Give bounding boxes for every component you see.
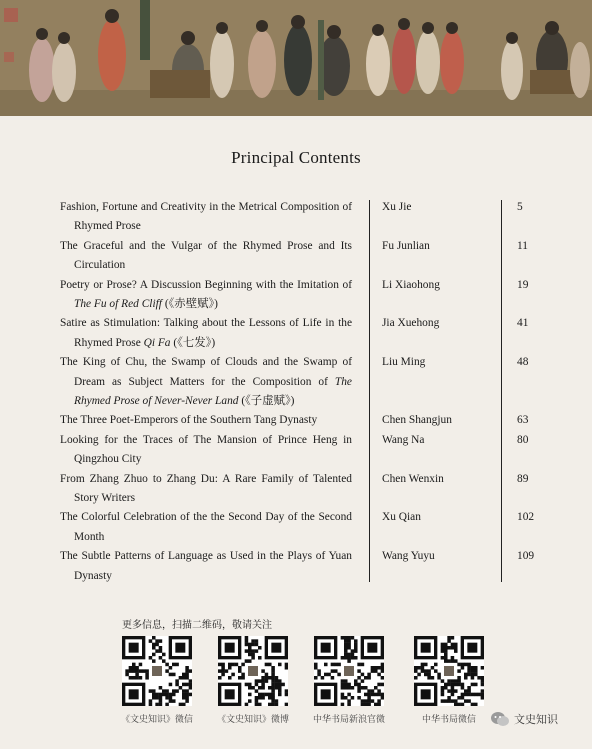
article-author: Xu Jie (382, 201, 412, 213)
article-title: The King of Chu, the Swamp of Clouds and the Swamp of Dream as Subject Matters for the Composition of The Rhymed Prose of Never-Never Land (《子虚赋》) (60, 356, 352, 407)
article-page: 109 (517, 550, 535, 563)
article-author: Liu Ming (382, 356, 426, 369)
article-author: Fu Junlian (382, 239, 430, 252)
article-page: 102 (517, 511, 535, 524)
article-author: Li Xiaohong (382, 278, 440, 291)
page-title: Principal Contents (231, 148, 361, 167)
article-title: The Three Poet-Emperors of the Southern Tang Dynasty (60, 414, 318, 427)
qr-caption: 《文史知识》微博 (216, 715, 289, 725)
article-title: Looking for the Traces of The Mansion of Prince Heng in Qingzhou City (60, 433, 352, 466)
article-author: Xu Qian (382, 511, 421, 524)
article-page: 5 (517, 201, 523, 213)
qr-caption: 中华书局微信 (421, 715, 476, 725)
qr-section-heading: 更多信息，扫描二维码，敬请关注 (122, 620, 272, 631)
article-page: 48 (517, 356, 529, 369)
article-author: Wang Na (382, 433, 425, 446)
article-title: The Subtle Patterns of Language as Used in the Plays of Yuan Dynasty (60, 550, 352, 582)
article-title: From Zhang Zhuo to Zhang Du: A Rare Family of Talented Story Writers (60, 472, 352, 504)
article-page: 19 (517, 278, 529, 291)
article-author: Chen Wenxin (382, 472, 444, 485)
painting-illustration (0, 0, 592, 116)
qr-code-pattern (122, 636, 192, 706)
qr-code[interactable] (218, 636, 288, 706)
article-page: 11 (517, 239, 528, 252)
article-author: Jia Xuehong (382, 317, 440, 330)
qr-code-pattern (414, 636, 484, 706)
article-page: 89 (517, 472, 529, 485)
qr-code[interactable] (122, 636, 192, 706)
wechat-icon (490, 711, 510, 727)
article-author: Chen Shangjun (382, 414, 452, 427)
qr-caption: 中华书局新浪官微 (312, 715, 385, 725)
qr-code-pattern (314, 636, 384, 706)
column-divider-left (369, 200, 370, 582)
article-page: 80 (517, 433, 529, 446)
article-title: The Colorful Celebration of the the Second Day of the Second Month (60, 511, 352, 543)
watermark (490, 711, 558, 727)
qr-caption: 《文史知识》微信 (120, 715, 193, 725)
article-author: Wang Yuyu (382, 550, 435, 563)
article-page: 63 (517, 414, 529, 427)
article-title: Poetry or Prose? A Discussion Beginning with the Imitation of The Fu of Red Cliff (《赤壁赋》) (60, 278, 352, 310)
header-painting-banner (0, 0, 592, 116)
article-title: Fashion, Fortune and Creativity in the Metrical Composition of Rhymed Prose (60, 201, 352, 233)
article-title: Satire as Stimulation: Talking about the Lessons of Life in the Rhymed Prose Qi Fa (《七发》) (60, 317, 352, 349)
qr-code[interactable] (414, 636, 484, 706)
article-title: The Graceful and the Vulgar of the Rhymed Prose and Its Circulation (60, 239, 352, 272)
qr-code-pattern (218, 636, 288, 706)
column-divider-right (501, 200, 502, 582)
watermark-label: 文史知识 (514, 713, 558, 726)
qr-code[interactable] (314, 636, 384, 706)
article-page: 41 (517, 317, 529, 330)
